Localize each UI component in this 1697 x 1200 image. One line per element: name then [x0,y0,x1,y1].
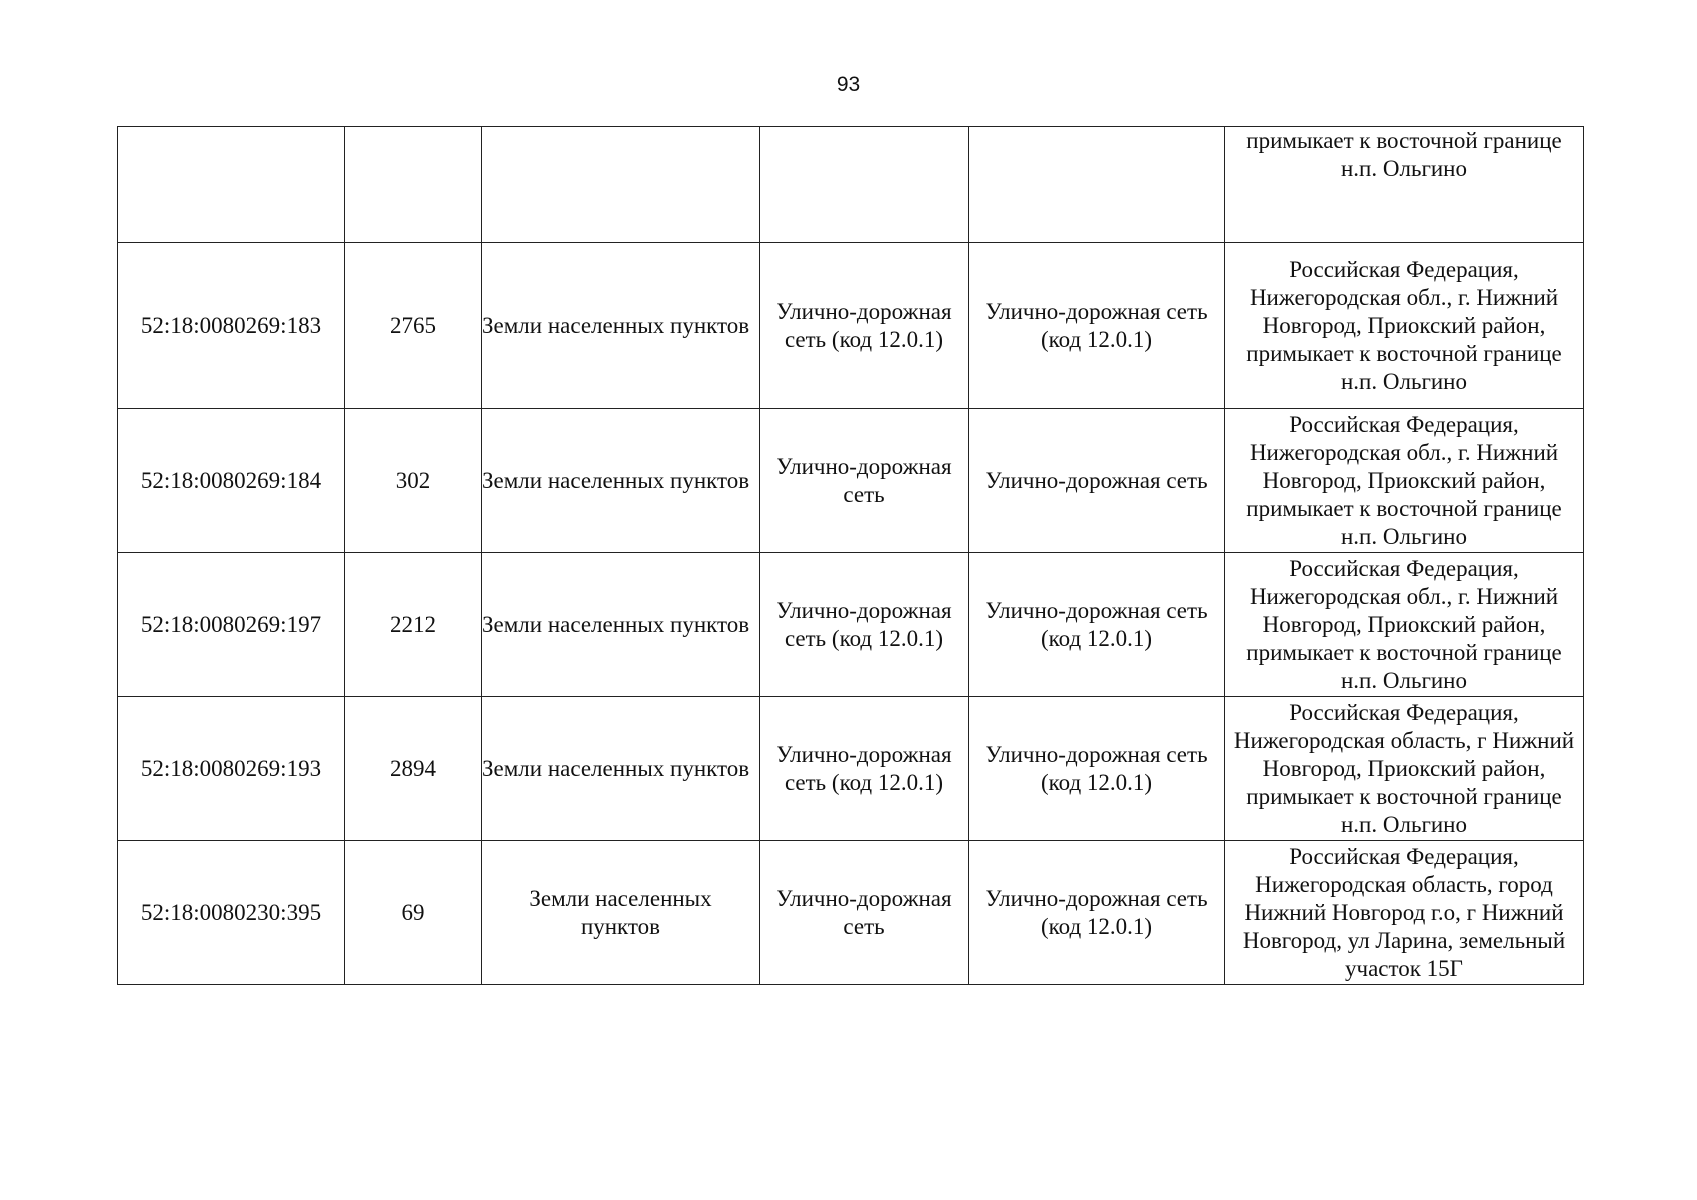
address-cell: Российская Федерация, Нижегородская обл., г. Нижний Новгород, Приокский район, примыкает к восточной границе н.п. Ольгино [1225,243,1584,409]
permitted-use-cell: Улично-дорожная сеть (код 12.0.1) [760,697,969,841]
area-cell: 69 [345,841,482,985]
address-cell: Российская Федерация, Нижегородская область, город Нижний Новгород г.о, г Нижний Новгород, ул Ларина, земельный участок 15Г [1225,841,1584,985]
page-number: 93 [836,73,861,96]
land-plots-table [117,126,1584,985]
table-row [118,841,1584,985]
permitted-use-cell: Улично-дорожная сеть [760,409,969,553]
land-category-cell: Земли населенных пунктов [482,409,760,553]
permitted-use-cell: Улично-дорожная сеть (код 12.0.1) [760,553,969,697]
area-cell [345,127,482,243]
permitted-use-alt-cell: Улично-дорожная сеть (код 12.0.1) [969,243,1225,409]
cadastral-number-cell: 52:18:0080269:197 [118,553,345,697]
area-cell: 2765 [345,243,482,409]
area-cell: 2212 [345,553,482,697]
address-cell: Российская Федерация, Нижегородская обл., г. Нижний Новгород, Приокский район, примыкает к восточной границе н.п. Ольгино [1225,553,1584,697]
address-cell: Российская Федерация, Нижегородская обл., г. Нижний Новгород, Приокский район, примыкает к восточной границе н.п. Ольгино [1225,409,1584,553]
table-row [118,409,1584,553]
permitted-use-alt-cell: Улично-дорожная сеть (код 12.0.1) [969,553,1225,697]
land-category-cell [482,127,760,243]
permitted-use-alt-cell [969,127,1225,243]
cadastral-number-cell: 52:18:0080230:395 [118,841,345,985]
land-category-cell: Земли населенных пунктов [482,841,760,985]
permitted-use-alt-cell: Улично-дорожная сеть (код 12.0.1) [969,697,1225,841]
table-row [118,553,1584,697]
permitted-use-cell [760,127,969,243]
permitted-use-alt-cell: Улично-дорожная сеть (код 12.0.1) [969,841,1225,985]
cadastral-number-cell [118,127,345,243]
table-row [118,243,1584,409]
permitted-use-alt-cell: Улично-дорожная сеть [969,409,1225,553]
cadastral-number-cell: 52:18:0080269:184 [118,409,345,553]
address-cell: примыкает к восточной границе н.п. Ольгино [1225,127,1584,243]
permitted-use-cell: Улично-дорожная сеть (код 12.0.1) [760,243,969,409]
area-cell: 2894 [345,697,482,841]
cadastral-number-cell: 52:18:0080269:183 [118,243,345,409]
table-row [118,697,1584,841]
land-category-cell: Земли населенных пунктов [482,697,760,841]
address-cell: Российская Федерация, Нижегородская область, г Нижний Новгород, Приокский район, примыкает к восточной границе н.п. Ольгино [1225,697,1584,841]
table-row [118,127,1584,243]
area-cell: 302 [345,409,482,553]
land-category-cell: Земли населенных пунктов [482,243,760,409]
permitted-use-cell: Улично-дорожная сеть [760,841,969,985]
land-category-cell: Земли населенных пунктов [482,553,760,697]
cadastral-number-cell: 52:18:0080269:193 [118,697,345,841]
